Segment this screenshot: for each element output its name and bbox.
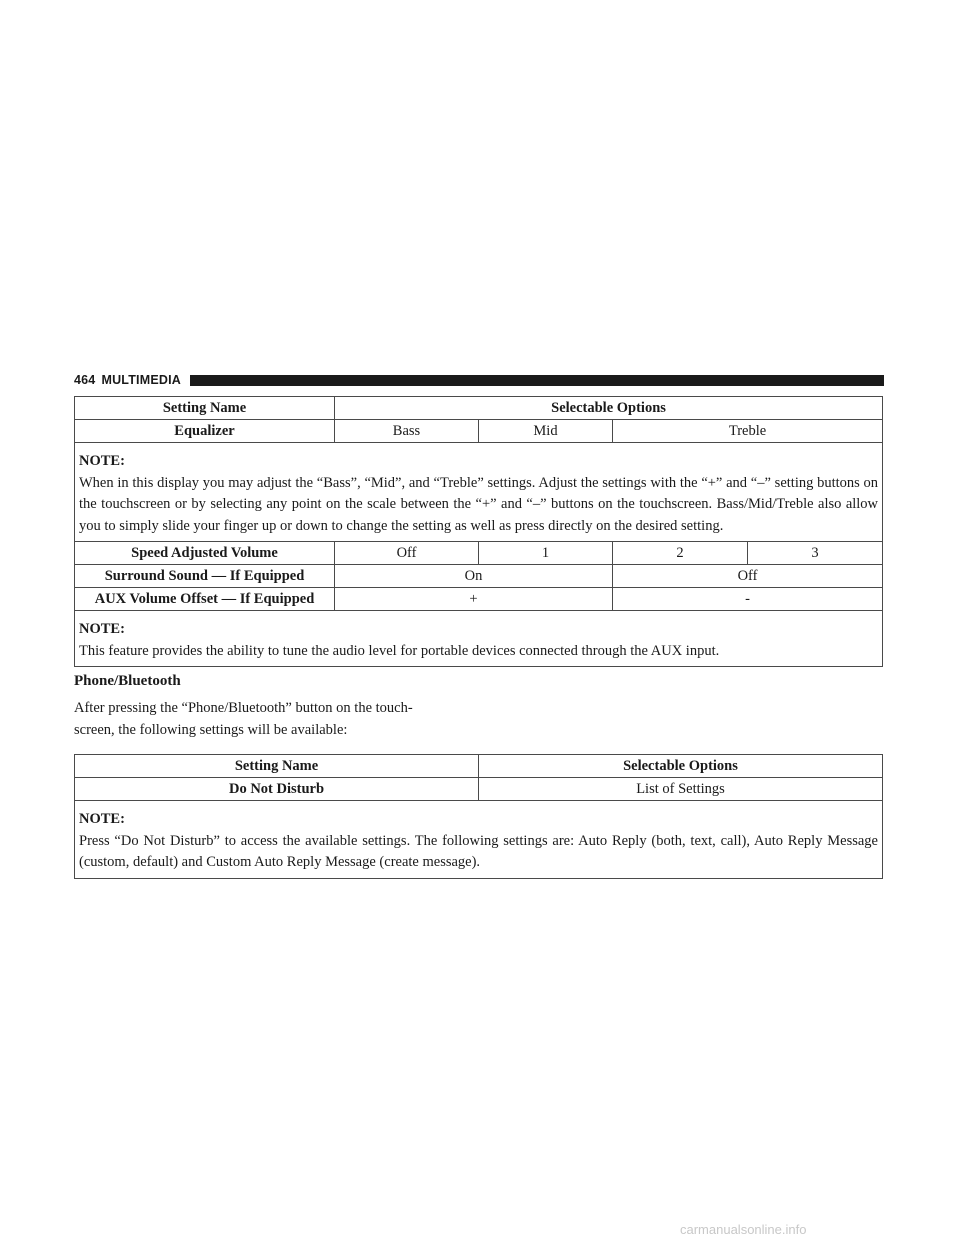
page-number: 464 — [74, 373, 96, 387]
audio-settings-table — [74, 396, 883, 667]
section-title: MULTIMEDIA — [101, 373, 182, 387]
option-list-of-settings: List of Settings — [479, 778, 883, 801]
table-row — [75, 420, 883, 443]
intro-line: After pressing the “Phone/Bluetooth” button on the touch- — [74, 700, 413, 716]
header-setting-name: Setting Name — [75, 755, 479, 778]
note-label: NOTE: — [79, 453, 125, 469]
table-row — [75, 588, 883, 611]
aux-note — [75, 611, 883, 667]
table-row — [75, 611, 883, 667]
option-2: 2 — [613, 542, 748, 565]
intro-line: screen, the following settings will be available: — [74, 721, 348, 738]
option-3: 3 — [748, 542, 883, 565]
option-plus: + — [335, 588, 613, 611]
table-row — [75, 542, 883, 565]
option-mid: Mid — [479, 420, 613, 443]
header-rule — [190, 375, 884, 386]
phone-settings-table — [74, 754, 883, 879]
watermark: carmanualsonline.info — [680, 1222, 807, 1237]
table-row — [75, 778, 883, 801]
header-setting-name: Setting Name — [75, 397, 335, 420]
table-row — [75, 801, 883, 879]
option-bass: Bass — [335, 420, 479, 443]
option-off: Off — [613, 565, 883, 588]
table-row — [75, 565, 883, 588]
table-header-row — [75, 397, 883, 420]
phone-bluetooth-heading: Phone/Bluetooth — [74, 673, 181, 689]
setting-surround-sound: Surround Sound — If Equipped — [75, 565, 335, 588]
phone-bluetooth-intro — [74, 698, 474, 741]
page-header — [74, 373, 884, 387]
header-selectable-options: Selectable Options — [479, 755, 883, 778]
setting-equalizer: Equalizer — [75, 420, 335, 443]
do-not-disturb-note — [75, 801, 883, 879]
setting-aux-volume-offset: AUX Volume Offset — If Equipped — [75, 588, 335, 611]
note-text: This feature provides the ability to tune the audio level for portable devices connected through the AUX input. — [79, 642, 720, 659]
option-on: On — [335, 565, 613, 588]
option-1: 1 — [479, 542, 613, 565]
note-text: When in this display you may adjust the “Bass”, “Mid”, and “Treble” settings. Adjust the settings with the “+” and “–” setting buttons on the touchscreen or by selecting any point on the scale between the “+” and “–” buttons on the touchscreen. Bass/Mid/Treble also allow you to simply slide your finger up or down to change the setting as well as press directly on the desired setting. — [79, 474, 879, 534]
table-header-row — [75, 755, 883, 778]
equalizer-note — [75, 443, 883, 542]
setting-speed-adjusted-volume: Speed Adjusted Volume — [75, 542, 335, 565]
header-selectable-options: Selectable Options — [335, 397, 883, 420]
note-text: Press “Do Not Disturb” to access the available settings. The following settings are: Auto Reply (both, text, call), Auto Reply Message (custom, default) and Custom Auto Reply Message (create message). — [79, 832, 878, 870]
option-treble: Treble — [613, 420, 883, 443]
setting-do-not-disturb: Do Not Disturb — [75, 778, 479, 801]
option-minus: - — [613, 588, 883, 611]
option-off: Off — [335, 542, 479, 565]
table-row — [75, 443, 883, 542]
note-label: NOTE: — [79, 621, 125, 637]
note-label: NOTE: — [79, 811, 125, 827]
